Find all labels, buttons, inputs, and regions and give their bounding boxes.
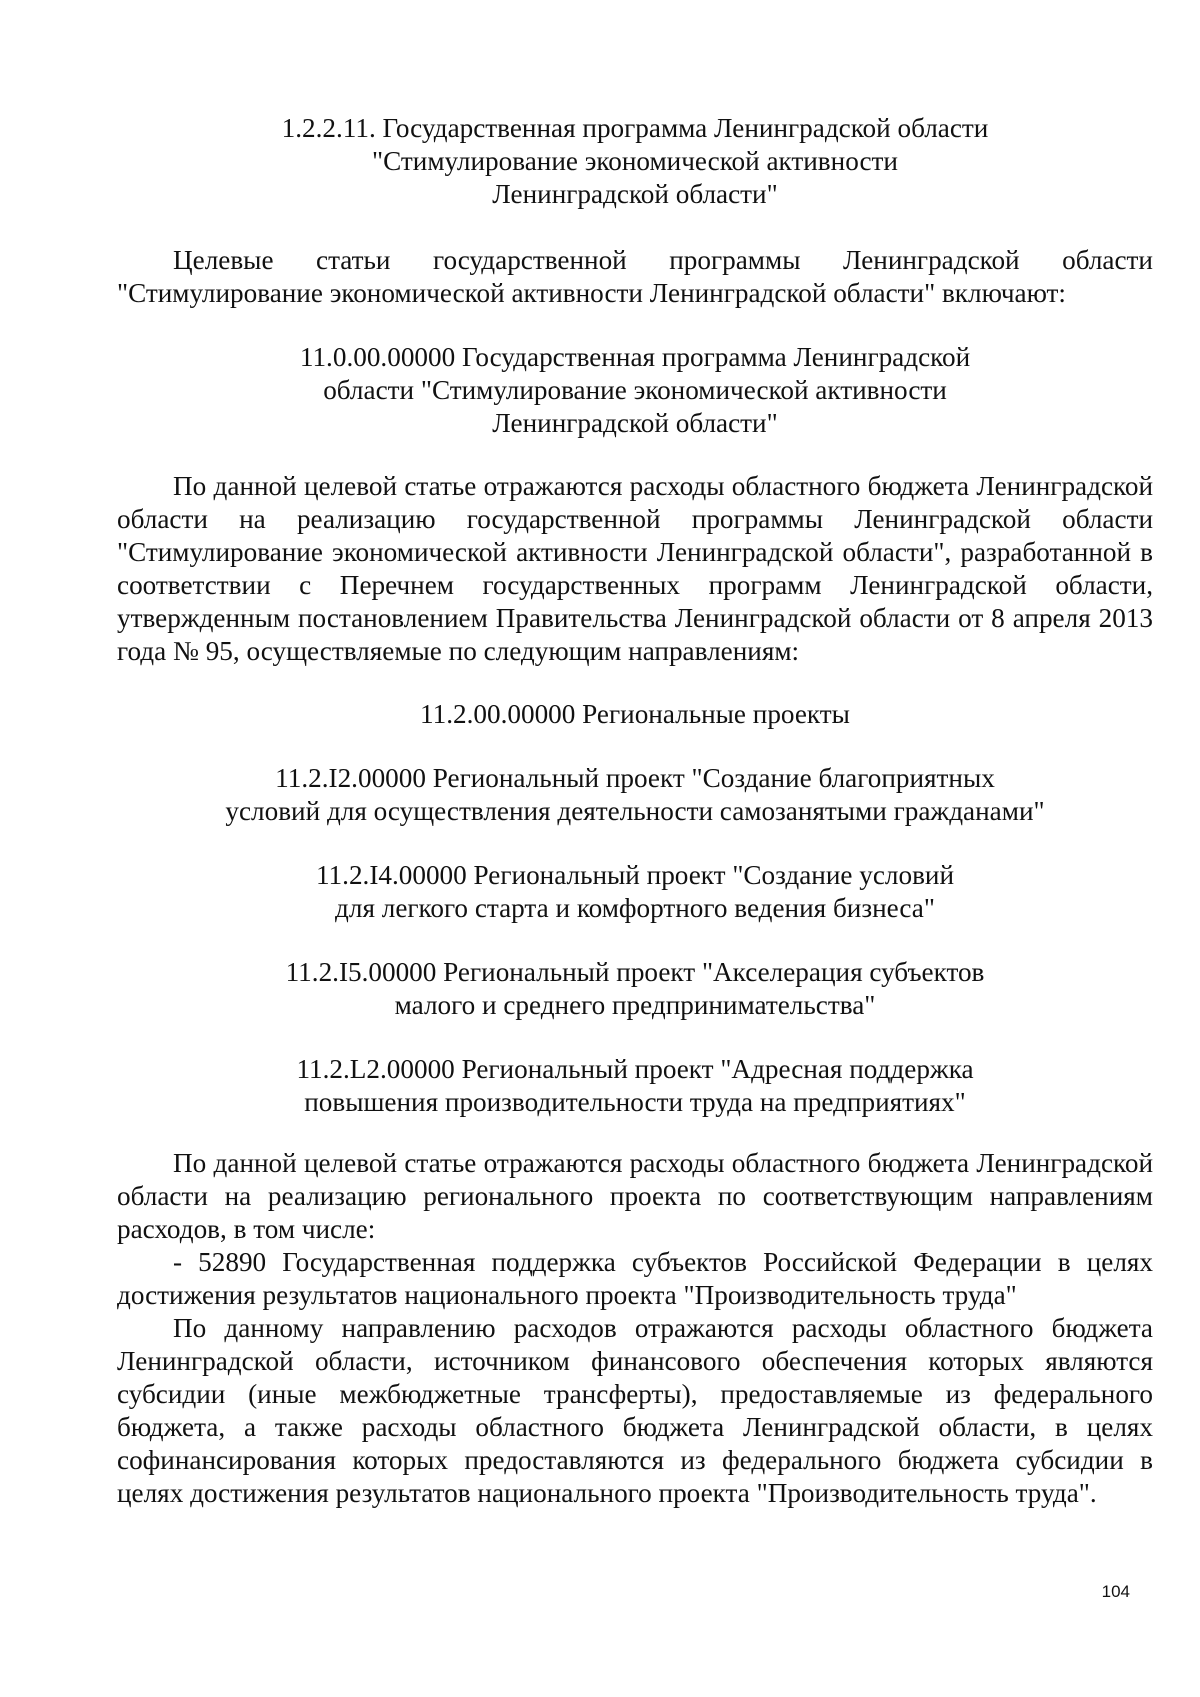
program-paragraph: По данной целевой статье отражаются расходы областного бюджета Ленинградской области на реализацию государственной программы Ленинградской области "Стимулирование экономической активности Ленинградской области", разработанной в соответствии с Перечнем государственных программ Ленинградской области, утвержденным постановлением Правительства Ленинградской области от 8 апреля 2013 года № 95, осуществляемые по следующим направлениям: <box>117 471 1153 666</box>
intro-paragraph: Целевые статьи государственной программы Ленинградской области "Стимулирование экономической активности Ленинградской области" включают: <box>117 245 1153 308</box>
document-page <box>117 112 1153 1510</box>
section-heading-line-1: 1.2.2.11. Государственная программа Ленинградской области <box>281 113 989 143</box>
direction-52890-item: - 52890 Государственная поддержка субъектов Российской Федерации в целях достижения результатов национального проекта "Производительность труда" <box>117 1247 1153 1310</box>
regional-projects-heading: 11.2.00.00000 Региональные проекты <box>420 699 850 729</box>
project-i4-line-2: для легкого старта и комфортного ведения бизнеса" <box>335 893 935 923</box>
project-l2-heading <box>117 1053 1153 1119</box>
project-l2-line-2: повышения производительности труда на предприятиях" <box>304 1087 966 1117</box>
project-i2-line-1: 11.2.I2.00000 Региональный проект "Создание благоприятных <box>275 763 995 793</box>
program-heading-line-3: Ленинградской области" <box>492 408 778 438</box>
project-i2-heading <box>117 762 1153 828</box>
program-heading <box>117 341 1153 440</box>
project-i5-line-2: малого и среднего предпринимательства" <box>394 990 876 1020</box>
section-heading-line-3: Ленинградской области" <box>492 179 778 209</box>
project-paragraph: По данной целевой статье отражаются расходы областного бюджета Ленинградской области на реализацию регионального проекта по соответствующим направлениям расходов, в том числе: <box>117 1148 1153 1244</box>
section-heading <box>117 112 1153 211</box>
section-heading-line-2: "Стимулирование экономической активности <box>372 146 898 176</box>
project-i2-line-2: условий для осуществления деятельности самозанятыми гражданами" <box>225 796 1045 826</box>
program-heading-line-2: области "Стимулирование экономической активности <box>323 375 947 405</box>
project-i4-heading <box>117 859 1153 925</box>
direction-paragraph: По данному направлению расходов отражаются расходы областного бюджета Ленинградской области, источником финансового обеспечения которых являются субсидии (иные межбюджетные трансферты), предоставляемые из федерального бюджета, а также расходы областного бюджета Ленинградской области, в целях софинансирования которых предоставляются из федерального бюджета субсидии в целях достижения результатов национального проекта "Производительность труда". <box>117 1313 1153 1508</box>
project-i5-heading <box>117 956 1153 1022</box>
project-l2-line-1: 11.2.L2.00000 Региональный проект "Адресная поддержка <box>296 1054 974 1084</box>
project-i4-line-1: 11.2.I4.00000 Региональный проект "Создание условий <box>315 860 955 890</box>
program-heading-line-1: 11.0.00.00000 Государственная программа Ленинградской <box>299 342 971 372</box>
project-i5-line-1: 11.2.I5.00000 Региональный проект "Акселерация субъектов <box>285 957 985 987</box>
page-number: 104 <box>1101 1582 1130 1601</box>
